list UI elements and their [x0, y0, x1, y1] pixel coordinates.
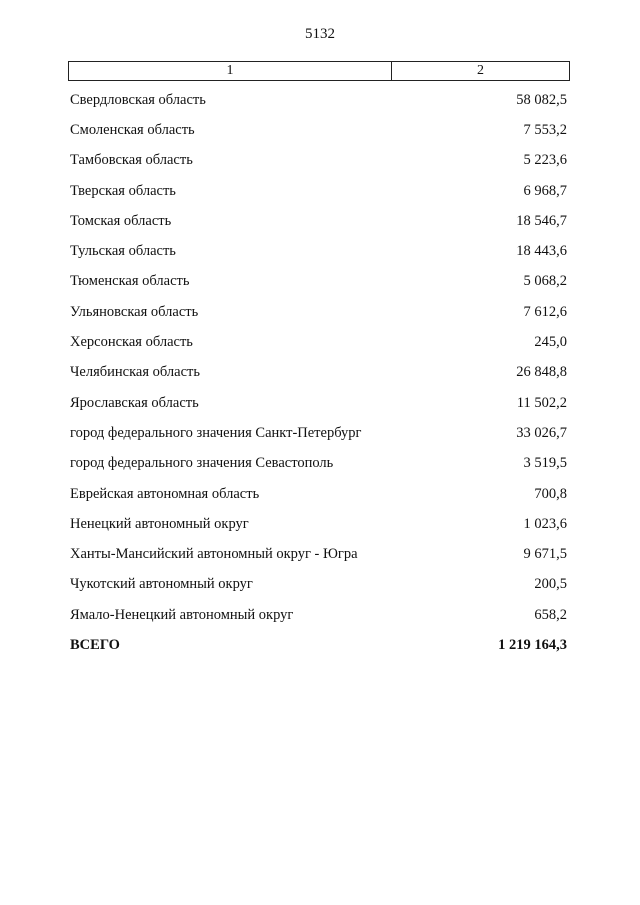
table-row — [70, 236, 567, 266]
region-value: 18 546,7 — [516, 212, 567, 229]
table-row — [70, 206, 567, 236]
total-label: ВСЕГО — [70, 636, 120, 653]
region-value: 58 082,5 — [516, 91, 567, 108]
table-row — [70, 600, 567, 630]
region-name: город федерального значения Севастополь — [70, 455, 334, 472]
total-row — [70, 630, 567, 660]
region-name: Смоленская область — [70, 121, 195, 138]
region-value: 5 223,6 — [523, 152, 567, 169]
region-value: 700,8 — [534, 485, 567, 502]
region-name: Тверская область — [70, 182, 176, 199]
column-header-1: 1 — [69, 62, 392, 80]
column-header-2: 2 — [477, 63, 484, 78]
region-value: 1 023,6 — [523, 515, 567, 532]
table-row — [70, 509, 567, 539]
table-body — [70, 85, 567, 661]
table-row — [70, 115, 567, 145]
table-row — [70, 418, 567, 448]
table-row — [70, 297, 567, 327]
region-value: 5 068,2 — [523, 273, 567, 290]
region-value: 200,5 — [534, 576, 567, 593]
region-value: 33 026,7 — [516, 424, 567, 441]
region-value: 3 519,5 — [523, 455, 567, 472]
table-row — [70, 85, 567, 115]
table-row — [70, 539, 567, 569]
table-column-header — [68, 61, 570, 81]
region-name: Ульяновская область — [70, 303, 199, 320]
table-row — [70, 358, 567, 388]
region-name: Чукотский автономный округ — [70, 576, 253, 593]
region-value: 11 502,2 — [516, 394, 567, 411]
region-value: 26 848,8 — [516, 364, 567, 381]
total-value: 1 219 164,3 — [498, 636, 567, 653]
region-name: Тульская область — [70, 243, 176, 260]
region-name: Ямало-Ненецкий автономный округ — [70, 606, 294, 623]
region-name: Томская область — [70, 212, 172, 229]
region-name: Тамбовская область — [70, 152, 193, 169]
region-value: 7 553,2 — [523, 121, 567, 138]
table-row — [70, 146, 567, 176]
table-row — [70, 388, 567, 418]
region-name: Ненецкий автономный округ — [70, 515, 249, 532]
region-value: 6 968,7 — [523, 182, 567, 199]
region-name: Херсонская область — [70, 334, 193, 351]
table-row — [70, 327, 567, 357]
region-value: 7 612,6 — [523, 303, 567, 320]
region-name: Свердловская область — [70, 91, 206, 108]
table-row — [70, 449, 567, 479]
region-value: 658,2 — [534, 606, 567, 623]
region-name: Челябинская область — [70, 364, 200, 381]
region-value: 9 671,5 — [523, 546, 567, 563]
region-name: Еврейская автономная область — [70, 485, 260, 502]
table-row — [70, 479, 567, 509]
region-name: Ярославская область — [70, 394, 199, 411]
table-row — [70, 176, 567, 206]
region-name: город федерального значения Санкт-Петербург — [70, 424, 362, 441]
region-name: Ханты-Мансийский автономный округ - Югра — [70, 546, 358, 563]
region-value: 18 443,6 — [516, 243, 567, 260]
table-row — [70, 267, 567, 297]
region-name: Тюменская область — [70, 273, 190, 290]
page-number: 5132 — [305, 26, 335, 42]
table-row — [70, 570, 567, 600]
region-value: 245,0 — [534, 334, 567, 351]
